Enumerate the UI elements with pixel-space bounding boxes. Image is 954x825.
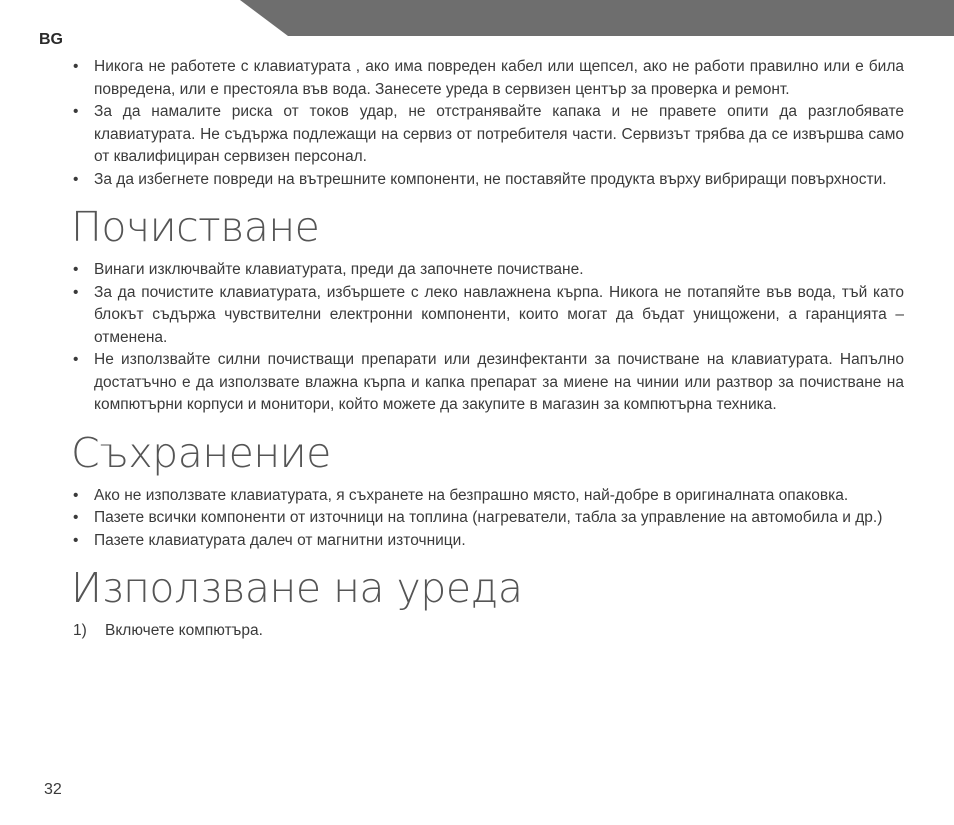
storage-bullet-list (73, 485, 904, 553)
language-code: BG (39, 31, 63, 48)
list-item: • Пазете всички компоненти от източници на топлина (нагреватели, табла за управление на автомобила и др.) (73, 507, 904, 530)
step-text: Включете компютъра. (105, 622, 263, 639)
step-number: 1) (73, 622, 87, 639)
list-item: • Ако не използвате клавиатурата, я съхранете на безпрашно място, най-добре в оригиналната опаковка. (73, 485, 904, 508)
intro-bullet-list (73, 56, 904, 191)
cleaning-bullet-list (73, 259, 904, 417)
list-item: • За да намалите риска от токов удар, не отстранявайте капака и не правете опити да разглобявате клавиатурата. Не съдържа подлежащи на сервиз от потребителя части. Сервизът трябва да се извършва само от квалифициран сервизен персонал. (73, 101, 904, 169)
list-item: • Не използвайте силни почистващи препарати или дезинфектанти за почистване на клавиатурата. Напълно достатъчно е да използвате влажна кърпа и капка препарат за миене на чинии или разтвор за почистване на компютърни корпуси и монитори, който можете да закупите в магазин за компютърна техника. (73, 349, 904, 417)
list-item: • Пазете клавиатурата далеч от магнитни източници. (73, 530, 904, 553)
list-item: • Винаги изключвайте клавиатурата, преди да започнете почистване. (73, 259, 904, 282)
list-item: • За да избегнете повреди на вътрешните компоненти, не поставяйте продукта върху вибриращи повърхности. (73, 169, 904, 192)
list-item: • Никога не работете с клавиатурата , ако има повреден кабел или щепсел, ако не работи правилно или е била повредена, или е престояла във вода. Занесете уреда в сервизен център за проверка и ремонт. (73, 56, 904, 101)
section-title-usage: Използване на уреда (71, 564, 523, 612)
section-title-storage: Съхранение (71, 428, 331, 477)
header-band (240, 0, 954, 36)
list-item: • За да почистите клавиатурата, избършете с леко навлажнена кърпа. Никога не потапяйте във вода, тъй като блокът съдържа чувствителни електронни компоненти, които могат да бъдат унищожени, а гаранцията – отменена. (73, 282, 904, 350)
page-number: 32 (44, 781, 62, 798)
section-title-cleaning: Почистване (71, 203, 320, 251)
usage-step-list (73, 620, 904, 642)
page-content (73, 56, 904, 642)
list-item (73, 620, 904, 642)
